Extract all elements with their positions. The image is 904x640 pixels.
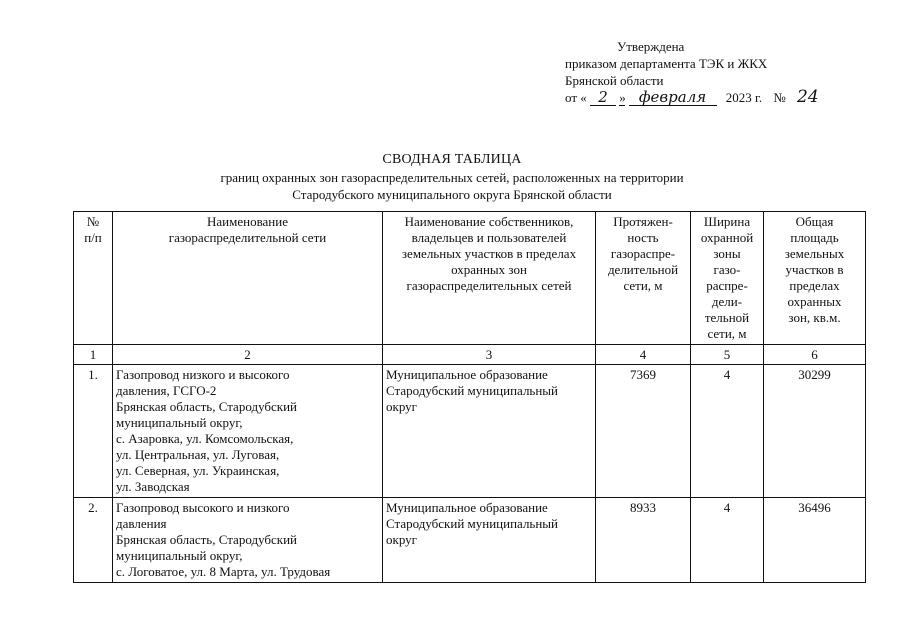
approval-region-line: Брянской области — [565, 73, 664, 88]
date-day-close: » — [619, 90, 626, 105]
column-number: 1 — [74, 345, 113, 365]
approval-date-line — [565, 89, 819, 106]
row-length: 7369 — [596, 365, 691, 498]
row-number: 1. — [74, 365, 113, 498]
row-number: 2. — [74, 498, 113, 583]
header-zone-width: Ширина охранной зоны газо- распре- дели- тельной сети, м — [691, 212, 764, 345]
table-header-row — [74, 212, 866, 345]
column-number: 6 — [764, 345, 866, 365]
approval-order-line: приказом департамента ТЭК и ЖКХ — [565, 56, 768, 71]
order-number: 24 — [797, 87, 819, 107]
summary-table — [73, 211, 866, 583]
row-total-area: 36496 — [764, 498, 866, 583]
date-prefix: от « — [565, 90, 587, 105]
row-owner: Муниципальное образование Стародубский муниципальный округ — [383, 365, 596, 498]
table-row — [74, 498, 866, 583]
row-owner: Муниципальное образование Стародубский муниципальный округ — [383, 498, 596, 583]
order-number-sign: № — [773, 90, 786, 105]
column-number: 2 — [113, 345, 383, 365]
header-owners: Наименование собственников, владельцев и пользователей земельных участков в пределах охранных зон газораспределительных сетей — [383, 212, 596, 345]
row-zone-width: 4 — [691, 498, 764, 583]
row-network-name: Газопровод низкого и высокого давления, ГСГО-2 Брянская область, Стародубский муниципальный округ, с. Азаровка, ул. Комсомольская, ул. Центральная, ул. Луговая, ул. Северная, ул. Украинская, ул. Заводская — [113, 365, 383, 498]
header-length: Протяжен- ность газораспре- делительной сети, м — [596, 212, 691, 345]
column-number: 4 — [596, 345, 691, 365]
date-year: 2023 г. — [725, 90, 763, 105]
column-number: 5 — [691, 345, 764, 365]
approval-title: Утверждена — [617, 39, 685, 54]
document-subtitle: границ охранных зон газораспределительных сетей, расположенных на территории — [220, 170, 684, 185]
table-row — [74, 365, 866, 498]
column-number: 3 — [383, 345, 596, 365]
row-length: 8933 — [596, 498, 691, 583]
date-month: февраля — [629, 90, 717, 106]
date-day: 2 — [590, 90, 616, 106]
header-total-area: Общая площадь земельных участков в пределах охранных зон, кв.м. — [764, 212, 866, 345]
column-number-row — [74, 345, 866, 365]
approval-block — [565, 38, 819, 106]
row-network-name: Газопровод высокого и низкого давления Брянская область, Стародубский муниципальный округ, с. Логоватое, ул. 8 Марта, ул. Трудовая — [113, 498, 383, 583]
document-title: СВОДНАЯ ТАБЛИЦА — [382, 152, 522, 167]
document-subtitle-region: Стародубского муниципального округа Брянской области — [292, 187, 612, 202]
header-number: № п/п — [74, 212, 113, 345]
header-network-name: Наименование газораспределительной сети — [113, 212, 383, 345]
row-total-area: 30299 — [764, 365, 866, 498]
row-zone-width: 4 — [691, 365, 764, 498]
